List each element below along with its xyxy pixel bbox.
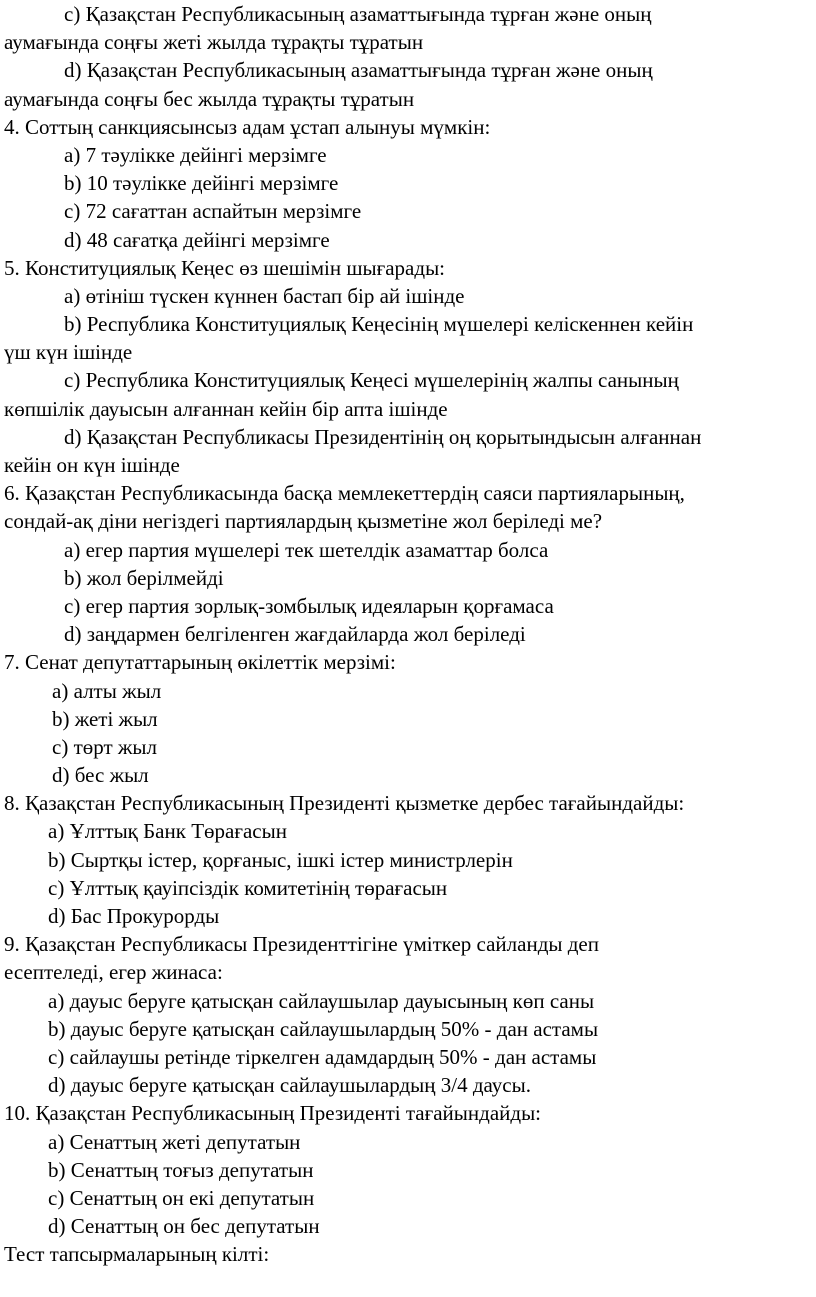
answer-option: b) жеті жыл (52, 706, 158, 731)
answer-option-continuation: көпшілік дауысын алғаннан кейін бір апта ішінде (4, 396, 448, 421)
answer-option: d) дауыс беруге қатысқан сайлаушылардың 3/4 даусы. (48, 1073, 531, 1098)
answer-option: a) Сенаттың жеті депутатын (48, 1129, 301, 1154)
answer-option: c) Қазақстан Республикасының азаматтығында тұрған және оның (64, 2, 652, 26)
answer-option: b) Республика Конституциялық Кеңесінің мүшелері келіскеннен кейін (64, 312, 694, 337)
answer-option: d) 48 сағатқа дейінгі мерзімге (64, 227, 330, 252)
question-5: 5. Конституциялық Кеңес өз шешімін шығарады: (4, 255, 446, 280)
answer-option: c) Республика Конституциялық Кеңесі мүшелерінің жалпы санының (64, 368, 679, 393)
answer-option: c) сайлаушы ретінде тіркелген адамдардың 50% - дан астамы (48, 1044, 597, 1069)
answer-option-continuation: үш күн ішінде (4, 340, 133, 365)
answer-option: d) Сенаттың он бес депутатын (48, 1214, 320, 1239)
answer-option-continuation: аумағында соңғы жеті жылда тұрақты тұратын (4, 30, 424, 55)
answer-option: a) өтініш түскен күннен бастап бір ай ішінде (64, 283, 465, 308)
answer-option: a) алты жыл (52, 678, 162, 703)
question-6-continuation: сондай-ақ діни негіздегі партиялардың қызметіне жол беріледі ме? (4, 509, 603, 534)
answer-option: a) Ұлттық Банк Төрағасын (48, 819, 287, 844)
answer-option: b) Сенаттың тоғыз депутатын (48, 1157, 314, 1182)
answer-option: d) заңдармен белгіленген жағдайларда жол беріледі (64, 622, 526, 647)
question-9: 9. Қазақстан Республикасы Президенттігіне үміткер сайланды деп (4, 932, 599, 957)
answer-option: d) Қазақстан Республикасының азаматтығында тұрған және оның (64, 58, 653, 83)
answer-option: d) Бас Прокурорды (48, 904, 220, 928)
answer-option: b) Сыртқы істер, қорғаныс, ішкі істер министрлерін (48, 847, 513, 872)
question-7: 7. Сенат депутаттарының өкілеттік мерзімі: (4, 650, 396, 675)
question-10: 10. Қазақстан Республикасының Президенті тағайындайды: (4, 1101, 542, 1126)
answer-option: b) дауыс беруге қатысқан сайлаушылардың 50% - дан астамы (48, 1016, 599, 1041)
answer-key-heading: Тест тапсырмаларының кілті: (4, 1242, 270, 1267)
answer-option: a) егер партия мүшелері тек шетелдік азаматтар болса (64, 537, 549, 562)
answer-option: a) дауыс беруге қатысқан сайлаушылар дауысының көп саны (48, 988, 595, 1013)
question-9-continuation: есептеледі, егер жинаса: (4, 960, 223, 985)
question-4: 4. Соттың санкциясынсыз адам ұстап алынуы мүмкін: (4, 114, 491, 139)
answer-option: a) 7 тәулікке дейінгі мерзімге (64, 142, 327, 167)
answer-option: c) Ұлттық қауіпсіздік комитетінің төрағасын (48, 875, 448, 900)
answer-option: d) бес жыл (52, 763, 149, 788)
answer-option: b) 10 тәулікке дейінгі мерзімге (64, 171, 339, 196)
answer-option-continuation: аумағында соңғы бес жылда тұрақты тұратын (4, 86, 415, 111)
answer-option: b) жол берілмейді (64, 565, 224, 590)
answer-option: c) егер партия зорлық-зомбылық идеяларын қорғамаса (64, 593, 554, 618)
answer-option: c) 72 сағаттан аспайтын мерзімге (64, 199, 362, 224)
question-8: 8. Қазақстан Республикасының Президенті қызметке дербес тағайындайды: (4, 791, 685, 816)
question-6: 6. Қазақстан Республикасында басқа мемлекеттердің саяси партияларының, (4, 481, 685, 506)
answer-option-continuation: кейін он күн ішінде (4, 453, 180, 477)
answer-option: c) Сенаттың он екі депутатын (48, 1185, 315, 1210)
document-page (4, 0, 812, 1268)
answer-option: d) Қазақстан Республикасы Президентінің оң қорытындысын алғаннан (64, 424, 702, 449)
answer-option: c) төрт жыл (52, 734, 157, 759)
